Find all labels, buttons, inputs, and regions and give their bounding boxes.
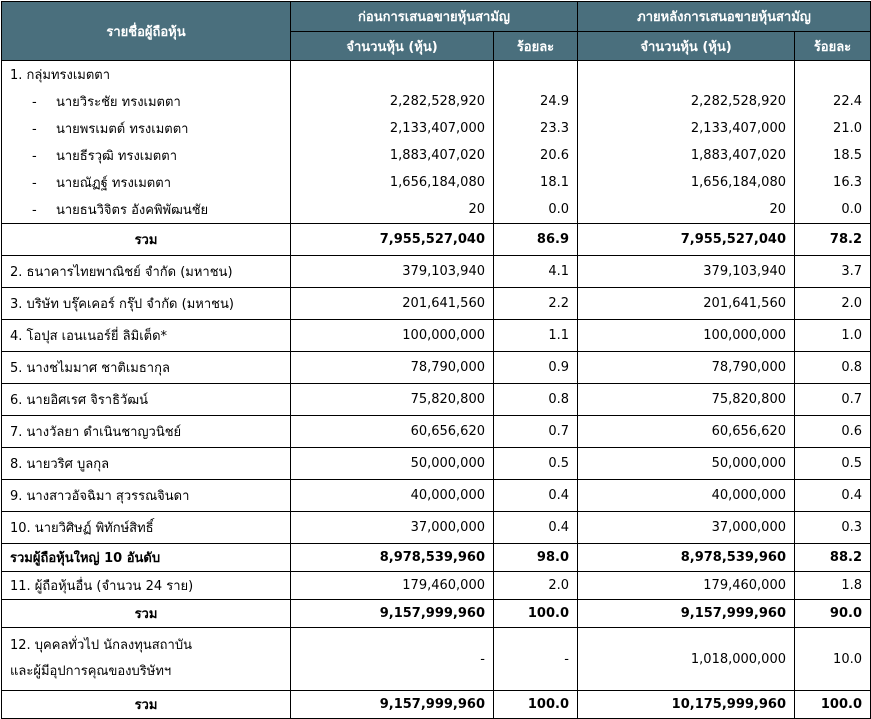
before-percent: 23.3 [494, 115, 578, 142]
table-row [2, 142, 871, 169]
member-name: นายพรเมตต์ ทรงเมตตา [56, 122, 189, 137]
after-percent: 0.7 [795, 384, 871, 416]
holder-name: 8. นายวริศ บูลกุล [2, 448, 291, 480]
after-percent: 18.5 [795, 142, 871, 169]
before-percent: 2.2 [494, 288, 578, 320]
before-shares: 37,000,000 [291, 512, 494, 544]
dash: - [32, 95, 37, 110]
after-percent: 3.7 [795, 256, 871, 288]
after-shares: 100,000,000 [578, 320, 795, 352]
before-percent: 2.0 [494, 572, 578, 600]
before-percent: 18.1 [494, 169, 578, 196]
header-before-shares: จำนวนหุ้น (หุ้น) [291, 32, 494, 61]
holder-name: 4. โอปุส เอนเนอร์ยี่ ลิมิเต็ด* [2, 320, 291, 352]
after-shares: 8,978,539,960 [578, 544, 795, 572]
grand-total-label: รวม [2, 691, 291, 719]
after-percent: 0.3 [795, 512, 871, 544]
after-percent: 88.2 [795, 544, 871, 572]
shareholder-table [1, 1, 871, 719]
after-shares: 20 [578, 196, 795, 224]
after-shares: 379,103,940 [578, 256, 795, 288]
before-shares: 8,978,539,960 [291, 544, 494, 572]
table-row [2, 196, 871, 224]
before-shares: 179,460,000 [291, 572, 494, 600]
before-shares: 20 [291, 196, 494, 224]
after-percent: 2.0 [795, 288, 871, 320]
after-shares: 60,656,620 [578, 416, 795, 448]
after-percent: 78.2 [795, 224, 871, 256]
after-percent: 0.6 [795, 416, 871, 448]
table-row [2, 288, 871, 320]
before-percent: 0.9 [494, 352, 578, 384]
table-row [2, 352, 871, 384]
grand-total-row [2, 691, 871, 719]
dash: - [32, 149, 37, 164]
holder-name: 2. ธนาคารไทยพาณิชย์ จำกัด (มหาชน) [2, 256, 291, 288]
table-row [2, 416, 871, 448]
table-row [2, 628, 871, 691]
before-percent: 0.7 [494, 416, 578, 448]
holder-name: 7. นางวัลยา ดำเนินชาญวนิชย์ [2, 416, 291, 448]
holder-name: 9. นางสาวอัจฉิมา สุวรรณจินดา [2, 480, 291, 512]
before-shares: - [291, 628, 494, 691]
before-percent: - [494, 628, 578, 691]
before-percent: 0.0 [494, 196, 578, 224]
group-title-row [2, 61, 871, 89]
after-shares: 9,157,999,960 [578, 600, 795, 628]
before-shares: 60,656,620 [291, 416, 494, 448]
subtotal-label: รวม [2, 600, 291, 628]
after-percent: 10.0 [795, 628, 871, 691]
before-shares: 7,955,527,040 [291, 224, 494, 256]
header-after-shares: จำนวนหุ้น (หุ้น) [578, 32, 795, 61]
after-shares: 201,641,560 [578, 288, 795, 320]
dash: - [32, 122, 37, 137]
before-shares: 100,000,000 [291, 320, 494, 352]
before-shares: 40,000,000 [291, 480, 494, 512]
header-before-percent: ร้อยละ [494, 32, 578, 61]
after-shares: 50,000,000 [578, 448, 795, 480]
after-percent: 0.4 [795, 480, 871, 512]
after-shares: 10,175,999,960 [578, 691, 795, 719]
dash: - [32, 176, 37, 191]
after-shares: 1,018,000,000 [578, 628, 795, 691]
after-shares: 78,790,000 [578, 352, 795, 384]
before-percent: 0.8 [494, 384, 578, 416]
after-shares: 2,282,528,920 [578, 88, 795, 115]
before-shares: 1,656,184,080 [291, 169, 494, 196]
before-percent: 100.0 [494, 691, 578, 719]
after-percent: 90.0 [795, 600, 871, 628]
before-percent: 98.0 [494, 544, 578, 572]
top10-total-label: รวมผู้ถือหุ้นใหญ่ 10 อันดับ [2, 544, 291, 572]
after-percent: 100.0 [795, 691, 871, 719]
header-after-offering: ภายหลังการเสนอขายหุ้นสามัญ [578, 2, 871, 32]
before-shares: 75,820,800 [291, 384, 494, 416]
after-percent: 1.0 [795, 320, 871, 352]
top10-total-row [2, 544, 871, 572]
dash: - [32, 203, 37, 218]
after-shares: 37,000,000 [578, 512, 795, 544]
before-percent: 1.1 [494, 320, 578, 352]
before-percent: 20.6 [494, 142, 578, 169]
header-after-percent: ร้อยละ [795, 32, 871, 61]
before-percent: 0.4 [494, 512, 578, 544]
after-percent: 0.8 [795, 352, 871, 384]
holder-name: 5. นางชไมมาศ ชาติเมธากุล [2, 352, 291, 384]
table-row [2, 88, 871, 115]
after-shares: 7,955,527,040 [578, 224, 795, 256]
holder-name: 6. นายอิศเรศ จิราธิวัฒน์ [2, 384, 291, 416]
table-row [2, 320, 871, 352]
before-shares: 9,157,999,960 [291, 600, 494, 628]
group-title: 1. กลุ่มทรงเมตตา [2, 61, 291, 89]
after-percent: 0.0 [795, 196, 871, 224]
before-percent: 100.0 [494, 600, 578, 628]
holder-name: 11. ผู้ถือหุ้นอื่น (จำนวน 24 ราย) [2, 572, 291, 600]
table-row [2, 169, 871, 196]
after-percent: 1.8 [795, 572, 871, 600]
group-total-label: รวม [2, 224, 291, 256]
header-shareholder-name: รายชื่อผู้ถือหุ้น [2, 2, 291, 61]
after-shares: 1,883,407,020 [578, 142, 795, 169]
before-percent: 0.4 [494, 480, 578, 512]
before-percent: 24.9 [494, 88, 578, 115]
public-line-2: และผู้มีอุปการคุณของบริษัทฯ [10, 664, 172, 679]
after-percent: 16.3 [795, 169, 871, 196]
before-shares: 50,000,000 [291, 448, 494, 480]
public-line-1: 12. บุคคลทั่วไป นักลงทุนสถาบัน [10, 638, 192, 653]
after-percent: 22.4 [795, 88, 871, 115]
after-shares: 40,000,000 [578, 480, 795, 512]
table-row [2, 512, 871, 544]
before-shares: 379,103,940 [291, 256, 494, 288]
after-shares: 75,820,800 [578, 384, 795, 416]
before-percent: 86.9 [494, 224, 578, 256]
table-row [2, 256, 871, 288]
table-row [2, 448, 871, 480]
after-shares: 2,133,407,000 [578, 115, 795, 142]
holder-name: 3. บริษัท บรุ๊คเคอร์ กรุ๊ป จำกัด (มหาชน) [2, 288, 291, 320]
before-shares: 1,883,407,020 [291, 142, 494, 169]
after-percent: 21.0 [795, 115, 871, 142]
holder-name: 10. นายวิศิษฏ์ พิทักษ์สิทธิ์ [2, 512, 291, 544]
header-before-offering: ก่อนการเสนอขายหุ้นสามัญ [291, 2, 578, 32]
table-row [2, 480, 871, 512]
table-row [2, 384, 871, 416]
member-name: นายธีรวุฒิ ทรงเมตตา [56, 149, 177, 164]
before-shares: 78,790,000 [291, 352, 494, 384]
after-shares: 1,656,184,080 [578, 169, 795, 196]
before-percent: 4.1 [494, 256, 578, 288]
before-shares: 201,641,560 [291, 288, 494, 320]
table-row [2, 115, 871, 142]
table-row [2, 572, 871, 600]
member-name: นายณัฏฐ์ ทรงเมตตา [56, 176, 171, 191]
before-percent: 0.5 [494, 448, 578, 480]
before-shares: 2,282,528,920 [291, 88, 494, 115]
member-name: นายวิระชัย ทรงเมตตา [56, 95, 181, 110]
member-name: นายธนวิจิตร อังคพิพัฒนชัย [56, 203, 209, 218]
before-shares: 9,157,999,960 [291, 691, 494, 719]
group-total-row [2, 224, 871, 256]
before-shares: 2,133,407,000 [291, 115, 494, 142]
subtotal-row [2, 600, 871, 628]
after-shares: 179,460,000 [578, 572, 795, 600]
after-percent: 0.5 [795, 448, 871, 480]
